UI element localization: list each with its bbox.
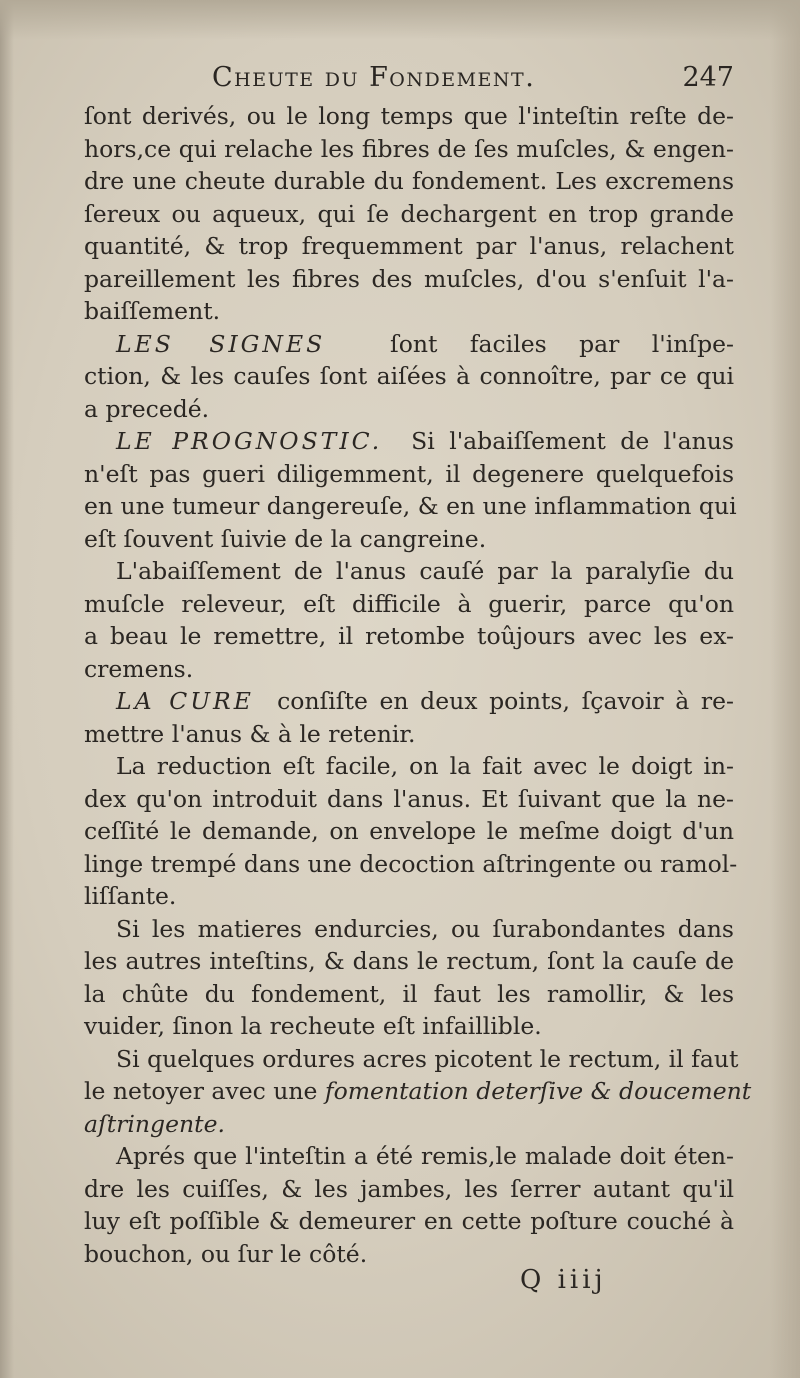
text-line: a precedé. (84, 394, 210, 423)
text-line: les autres inteſtins, & dans le rectum, ſont la cauſe de (84, 947, 734, 975)
text-line: Si quelques ordures acres picotent le rectum, il faut (116, 1044, 739, 1073)
text-line: ſereux ou aqueux, qui ſe dechargent en trop grande (84, 199, 734, 228)
signes-first-line (84, 328, 734, 361)
text-line: Si les matieres endurcies, ou ſurabondantes dans (116, 914, 734, 943)
text-line: ſont derivés, ou le long temps que l'inteſtin reſte de- (84, 102, 734, 130)
ordures-second-line (84, 1075, 752, 1108)
text-line: baiſſement. (84, 297, 221, 325)
text-line: dre une cheute durable du fondement. Les excremens (84, 167, 734, 195)
text-line: hors,ce qui relache les fibres de ſes muſcles, & engen- (84, 134, 734, 163)
text-line: a beau le remettre, il retombe toûjours avec les ex- (84, 622, 734, 650)
page-left-shadow (0, 0, 14, 1378)
cure-heading: LA CURE (116, 687, 254, 715)
signes-heading: LES SIGNES (116, 329, 326, 358)
text-line: cremens. (84, 654, 194, 683)
italic-phrase-end: aſtringente. (84, 1109, 225, 1138)
text-line: L'abaiſſement de l'anus cauſé par la paralyſie du (116, 557, 734, 585)
prognostic-first-line (84, 425, 734, 458)
running-title: Cheute du Fondement. (212, 62, 536, 93)
text-line: ceſſité le demande, on envelope le meſme doigt d'un (84, 817, 734, 845)
text-line: muſcle releveur, eſt difficile à guerir, parce qu'on (84, 589, 734, 618)
text-line: dre les cuiſſes, & les jambes, les ſerrer autant qu'il (84, 1174, 734, 1203)
text-line: ction, & les cauſes ſont aiſées à connoître, par ce qui (84, 362, 734, 390)
text-line: mettre l'anus & à le retenir. (84, 719, 416, 748)
text-line: Si l'abaiſſement de l'anus (411, 427, 734, 455)
italic-phrase: fomentation deterſive & doucement (324, 1077, 752, 1105)
text-line: linge trempé dans une decoction aſtringente ou ramol- (84, 849, 738, 878)
text-line: quantité, & trop frequemment par l'anus, relachent (84, 232, 734, 260)
text-line: la chûte du fondement, il faut les ramollir, & les (84, 979, 734, 1008)
prognostic-heading: LE PROGNOSTIC. (116, 427, 383, 455)
text-line: eſt ſouvent ſuivie de la cangreine. (84, 524, 487, 553)
text-line: luy eſt poſſible & demeurer en cette poſture couché à (84, 1207, 734, 1235)
text-line: dex qu'on introduit dans l'anus. Et ſuivant que la ne- (84, 784, 734, 813)
text-line: liſſante. (84, 882, 177, 910)
text-line: le netoyer avec une (84, 1077, 318, 1105)
text-line: ſont faciles par l'inſpe- (390, 329, 734, 358)
page-right-shadow (770, 0, 800, 1378)
page-number: 247 (682, 62, 734, 93)
page-top-shadow (0, 0, 800, 40)
text-line: La reduction eſt facile, on la fait avec le doigt in- (116, 752, 734, 780)
body-text (84, 100, 752, 1270)
text-line: conſiſte en deux points, ſçavoir à re- (277, 687, 734, 715)
text-line: vuider, ſinon la recheute eſt infaillible. (84, 1012, 542, 1040)
text-line: bouchon, ou ſur le côté. (84, 1239, 368, 1268)
text-line: pareillement les fibres des muſcles, d'ou s'enſuit l'a- (84, 264, 734, 293)
signature-mark: Q iiij (520, 1265, 607, 1295)
text-line: n'eſt pas gueri diligemment, il degenere quelquefois (84, 459, 734, 488)
text-line: Aprés que l'inteſtin a été remis,le malade doit éten- (116, 1142, 734, 1170)
cure-first-line (84, 685, 734, 718)
text-line: en une tumeur dangereuſe, & en une inflammation qui (84, 492, 737, 520)
